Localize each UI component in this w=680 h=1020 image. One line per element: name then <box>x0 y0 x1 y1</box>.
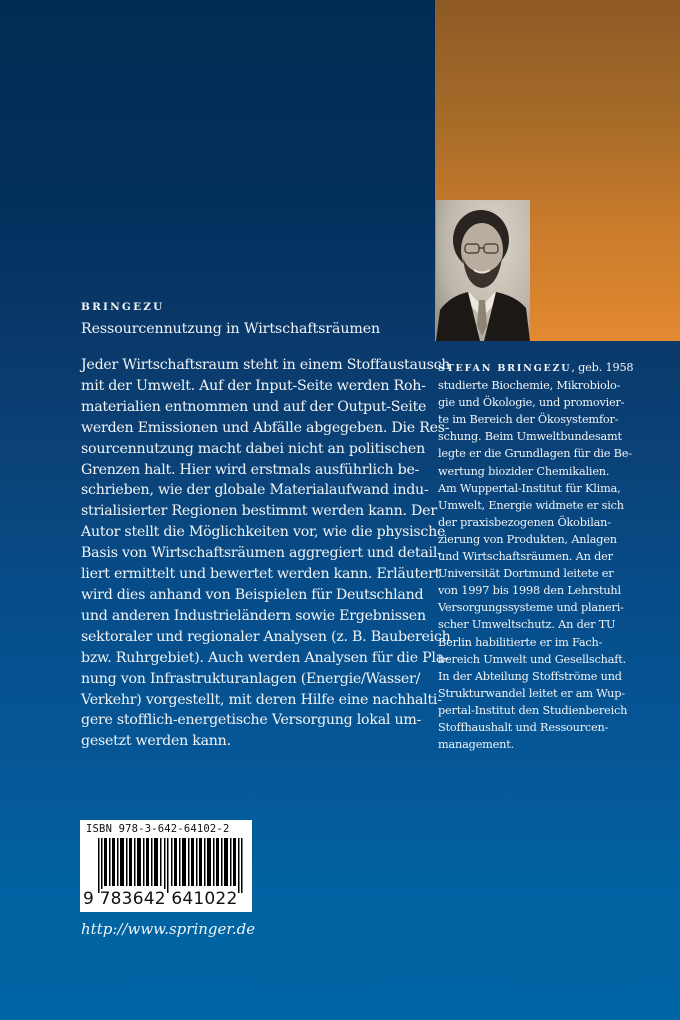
barcode-lead-digit: 9 <box>83 889 95 909</box>
author-biography <box>438 359 678 753</box>
blurb-line: sektoraler und regionaler Analysen (z. B. Baubereich <box>81 628 451 645</box>
blurb-line: Autor stellt die Möglichkeiten vor, wie die physische <box>81 524 446 541</box>
bio-line: Umwelt, Energie widmete er sich <box>438 498 624 512</box>
bio-line: Versorgungssysteme und planeri- <box>438 601 624 615</box>
blurb-line: Jeder Wirtschaftsraum steht in einem Stoffaustausch <box>81 357 451 373</box>
blurb-line: Verkehr) vorgestellt, mit deren Hilfe eine nachhalti- <box>81 691 442 708</box>
bio-line: wertung biozider Chemikalien. <box>438 464 610 478</box>
bio-first-line <box>438 359 678 377</box>
bio-line: Universität Dortmund leitete er <box>438 567 614 581</box>
bio-line: studierte Biochemie, Mikrobiolo- <box>438 379 621 393</box>
bio-birth-year: , geb. 1958 <box>571 361 634 374</box>
blurb-line: materialien entnommen und auf der Output-Seite <box>81 398 427 415</box>
book-description <box>81 355 451 752</box>
bio-author-name: STEFAN BRINGEZU <box>438 363 572 374</box>
isbn-label: ISBN 978-3-642-64102-2 <box>86 823 230 835</box>
bio-line: In der Abteilung Stoffströme und <box>438 669 622 683</box>
blurb-line: Basis von Wirtschaftsräumen aggregiert und detail- <box>81 545 442 562</box>
blurb-line: wird dies anhand von Beispielen für Deutschland <box>81 586 424 603</box>
bio-line: der praxisbezogenen Ökobilan- <box>438 515 611 529</box>
blurb-line: gesetzt werden kann. <box>81 733 231 750</box>
blurb-line: liert ermittelt und bewertet werden kann. Erläutert <box>81 566 441 583</box>
blurb-line: mit der Umwelt. Auf der Input-Seite werden Roh- <box>81 377 426 394</box>
barcode-right-digits: 641022 <box>171 889 238 909</box>
blurb-line: und anderen Industrieländern sowie Ergebnissen <box>81 607 426 624</box>
bio-line: te im Bereich der Ökosystemfor- <box>438 413 619 427</box>
bio-line: gie und Ökologie, und promovier- <box>438 396 625 410</box>
bio-line: zierung von Produkten, Anlagen <box>438 532 617 546</box>
blurb-line: nung von Infrastrukturanlagen (Energie/Wasser/ <box>81 670 421 687</box>
title-block <box>81 300 431 339</box>
bio-line: pertal-Institut den Studienbereich <box>438 703 628 717</box>
blurb-line: strialisierter Regionen bestimmt werden kann. Der <box>81 503 437 520</box>
portrait-icon <box>436 200 530 341</box>
isbn-barcode <box>80 820 252 912</box>
blurb-line: bzw. Ruhrgebiet). Auch werden Analysen für die Pla- <box>81 649 449 666</box>
barcode-bars-icon <box>98 838 244 893</box>
blurb-line: Grenzen halt. Hier wird erstmals ausführlich be- <box>81 461 420 478</box>
blurb-line: schrieben, wie der globale Materialaufwand indu- <box>81 482 429 499</box>
bio-line: legte er die Grundlagen für die Be- <box>438 447 632 461</box>
bio-line: Am Wuppertal-Institut für Klima, <box>438 481 621 495</box>
barcode-left-digits: 783642 <box>99 889 166 909</box>
author-portrait-photo <box>436 200 530 341</box>
book-title: Ressourcennutzung in Wirtschaftsräumen <box>81 321 381 337</box>
bio-line: scher Umweltschutz. An der TU <box>438 618 616 632</box>
bio-line: von 1997 bis 1998 den Lehrstuhl <box>438 584 621 598</box>
bio-line: Stoffhaushalt und Ressourcen- <box>438 720 609 734</box>
blurb-line: sourcennutzung macht dabei nicht an politischen <box>81 440 425 457</box>
bio-line: bereich Umwelt und Gesellschaft. <box>438 652 626 666</box>
blurb-line: werden Emissionen und Abfälle abgegeben. Die Res- <box>81 419 450 436</box>
bio-line: management. <box>438 738 514 752</box>
publisher-url-link[interactable]: http://www.springer.de <box>81 920 256 938</box>
bio-line: Strukturwandel leitet er am Wup- <box>438 686 625 700</box>
bio-line: und Wirtschaftsräumen. An der <box>438 550 613 564</box>
bio-line: schung. Beim Umweltbundesamt <box>438 430 622 444</box>
bio-line: Berlin habilitierte er im Fach- <box>438 635 603 649</box>
barcode-digits <box>83 889 237 909</box>
author-name-heading: BRINGEZU <box>81 301 165 313</box>
blurb-line: gere stofflich-energetische Versorgung lokal um- <box>81 712 422 729</box>
